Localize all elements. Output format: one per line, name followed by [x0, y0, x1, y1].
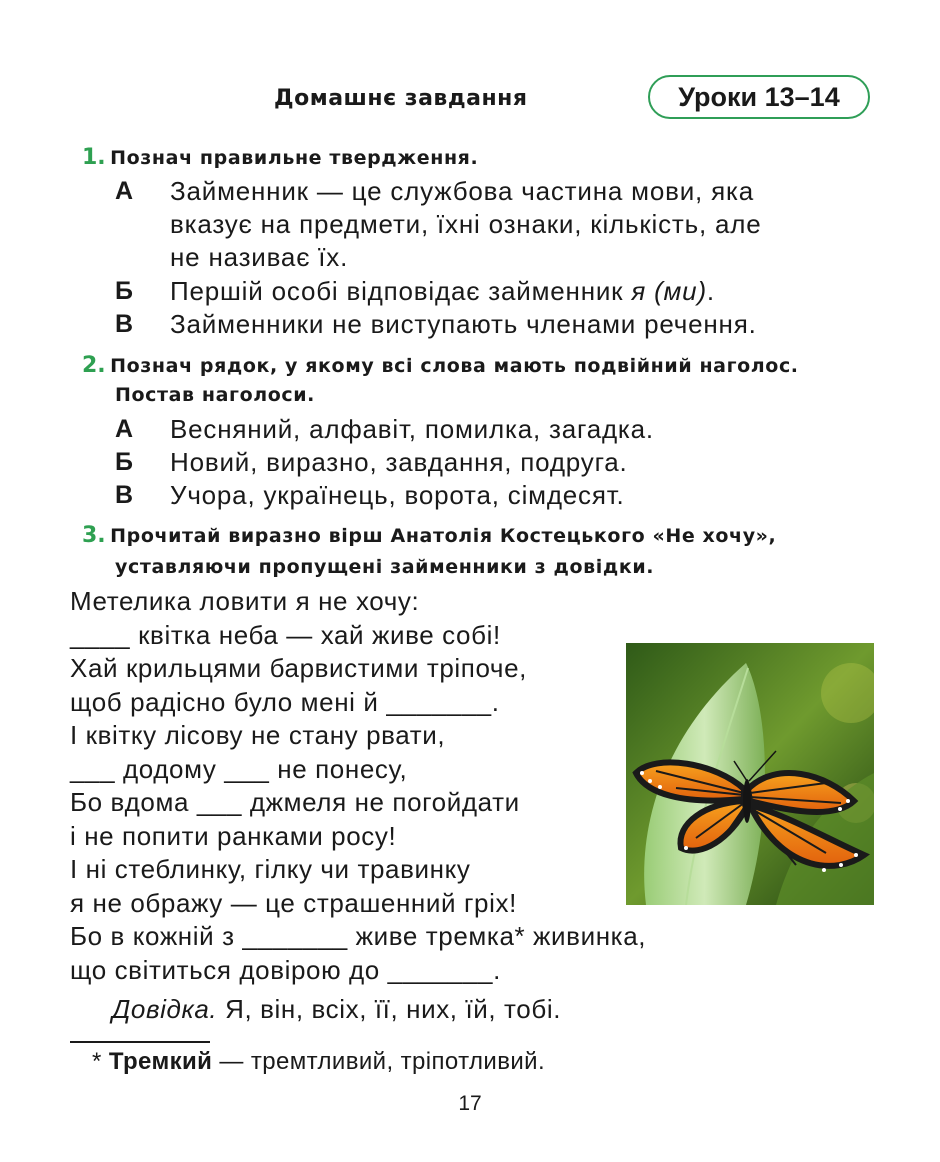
poem-line: я не ображу — це страшенний гріх!	[70, 887, 517, 918]
italic-pronoun: я (ми)	[631, 276, 707, 306]
option-letter: В	[115, 310, 134, 338]
poem-line: Метелика ловити я не хочу:	[70, 586, 420, 616]
option-text	[170, 275, 715, 308]
option-letter: А	[115, 415, 134, 443]
butterfly-photo-icon	[626, 643, 874, 905]
poem-line: Бо вдома ___ джмеля не погойдати	[70, 787, 520, 817]
task-3-header	[82, 523, 776, 548]
poem-line: Бо в кожній з _______ живе тремка* живинка,	[70, 921, 647, 951]
option-letter: В	[115, 481, 134, 509]
poem-line: що світиться довірою до _______.	[70, 954, 501, 985]
footnote-definition: — тремтливий, тріпотливий.	[212, 1048, 546, 1075]
task-prompt-line: уставляючи пропущені займенники з довідки.	[115, 556, 655, 578]
task-prompt: Познач рядок, у якому всі слова мають подвійний наголос.	[110, 355, 799, 377]
poem	[70, 585, 646, 987]
task-prompt: Познач правильне твердження.	[110, 147, 479, 169]
option-letter: Б	[115, 277, 134, 305]
poem-line: ____ квітка неба — хай живе собі!	[70, 619, 501, 650]
poem-line: і не попити ранками росу!	[70, 820, 397, 851]
option-line: Займенник — це службова частина мови, яка	[170, 176, 754, 206]
task-1-header	[82, 145, 478, 170]
poem-line: щоб радісно було мені й _______.	[70, 686, 500, 717]
task-number: 3.	[82, 523, 106, 548]
task-prompt: Прочитай виразно вірш Анатолія Костецького «Не хочу»,	[110, 525, 777, 547]
page-number: 17	[458, 1092, 482, 1115]
option-end: .	[706, 276, 715, 306]
footnote-star: *	[92, 1048, 109, 1075]
task-prompt-line: Постав наголоси.	[115, 384, 315, 406]
task-number: 2.	[82, 353, 106, 378]
task-number: 1.	[82, 145, 106, 170]
option-line: Першій особі відповідає займенник	[170, 276, 632, 306]
homework-title: Домашнє завдання	[274, 86, 528, 111]
hint-words: Я, він, всіх, її, них, їй, тобі.	[217, 994, 562, 1024]
option-line: вказує на предмети, їхні ознаки, кількість, але	[170, 209, 762, 239]
poem-line: Хай крильцями барвистими тріпоче,	[70, 653, 527, 683]
footnote-divider	[70, 1041, 210, 1043]
option-text: Учора, українець, ворота, сімдесят.	[170, 480, 625, 510]
option-letter: Б	[115, 448, 134, 476]
poem-line: І квітку лісову не стану рвати,	[70, 720, 446, 750]
hint-label: Довідка.	[112, 994, 218, 1024]
footnote	[92, 1048, 545, 1076]
option-text: Займенники не виступають членами речення.	[170, 309, 757, 339]
option-text: Новий, виразно, завдання, подруга.	[170, 447, 628, 477]
option-letter: А	[115, 177, 134, 205]
lesson-badge: Уроки 13–14	[648, 75, 870, 119]
task-2-header	[82, 353, 799, 378]
option-text	[170, 175, 761, 274]
poem-line: І ні стеблинку, гілку чи травинку	[70, 854, 471, 884]
hint-block	[112, 994, 561, 1025]
poem-line: ___ додому ___ не понесу,	[70, 753, 408, 784]
option-line: не називає їх.	[170, 242, 349, 272]
option-text: Весняний, алфавіт, помилка, загадка.	[170, 414, 654, 444]
footnote-term: Тремкий	[108, 1048, 213, 1075]
